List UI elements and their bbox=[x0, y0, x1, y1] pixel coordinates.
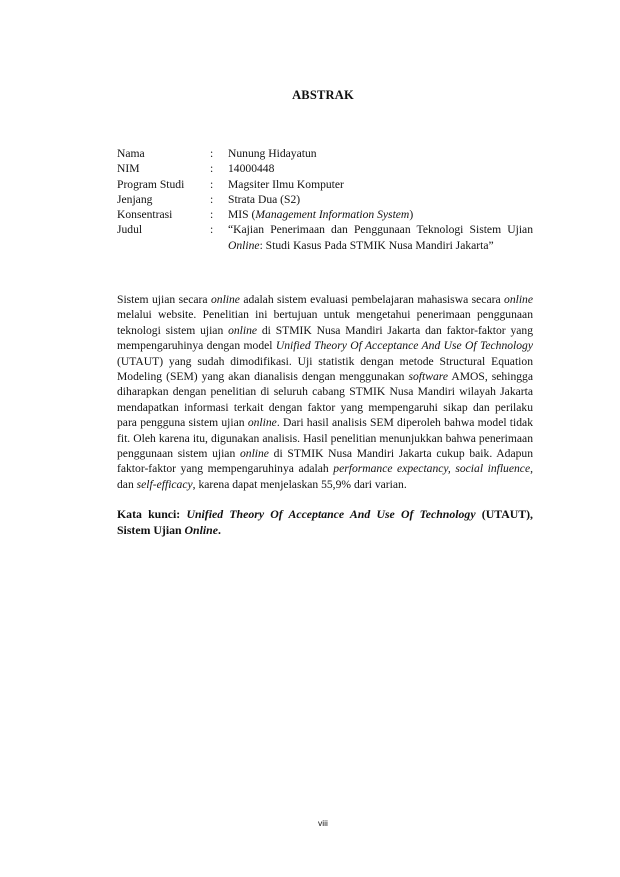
info-row-concentration bbox=[117, 207, 533, 222]
info-value: “Kajian Penerimaan dan Penggunaan Teknologi Sistem Ujian Online: Studi Kasus Pada STMIK Nusa Mandiri Jakarta” bbox=[228, 223, 533, 252]
info-separator: : bbox=[210, 208, 214, 222]
info-row-name bbox=[117, 146, 533, 161]
keywords: Kata kunci: Unified Theory Of Acceptance And Use Of Technology (UTAUT), Sistem Ujian Online. bbox=[117, 507, 533, 537]
info-label: Program Studi bbox=[117, 177, 185, 191]
page-number: viii bbox=[318, 818, 328, 828]
info-value: Strata Dua (S2) bbox=[228, 192, 301, 206]
student-info bbox=[117, 146, 533, 253]
page-title: ABSTRAK bbox=[292, 88, 354, 102]
info-separator: : bbox=[210, 162, 214, 176]
info-value: MIS (Management Information System) bbox=[228, 208, 414, 222]
info-value: 14000448 bbox=[228, 162, 275, 176]
info-label: Judul bbox=[117, 223, 143, 237]
info-separator: : bbox=[210, 177, 214, 191]
info-separator: : bbox=[210, 147, 214, 160]
info-row-nim bbox=[117, 161, 533, 176]
abstract-paragraph: Sistem ujian secara online adalah sistem evaluasi pembelajaran mahasiswa secara online melalui website. Penelitian ini bertujuan untuk mengetahui penerimaan penggunaan teknologi sistem ujian online di STMIK Nusa Mandiri Jakarta dan faktor-faktor yang mempengaruhinya dengan model Unified Theory Of Acceptance And Use Of Technology (UTAUT) yang sudah dimodifikasi. Uji statistik dengan metode Structural Equation Modeling (SEM) yang akan dianalisis dengan menggunakan software AMOS, sehingga diharapkan dengan penelitian di seluruh cabang STMIK Nusa Mandiri wilayah Jakarta mendapatkan informasi terkait dengan faktor yang mempengaruhi sikap dan perilaku para pengguna sistem ujian online. Dari hasil analisis SEM diperoleh bahwa model tidak fit. Oleh karena itu, digunakan analisis. Hasil penelitian menunjukkan bahwa penerimaan penggunaan sistem ujian online di STMIK Nusa Mandiri Jakarta cukup baik. Adapun faktor-faktor yang mempengaruhinya adalah performance expectancy, social influence, dan self-efficacy, karena dapat menjelaskan 55,9% dari varian. bbox=[117, 293, 533, 491]
info-label: Nama bbox=[117, 147, 145, 160]
info-value: Magsiter Ilmu Komputer bbox=[228, 177, 344, 191]
info-separator: : bbox=[210, 192, 214, 206]
info-label: Konsentrasi bbox=[117, 208, 173, 222]
info-label: NIM bbox=[117, 162, 140, 176]
info-row-level bbox=[117, 192, 533, 207]
info-label: Jenjang bbox=[117, 192, 153, 206]
info-row-program bbox=[117, 177, 533, 192]
info-separator: : bbox=[210, 223, 214, 237]
info-value: Nunung Hidayatun bbox=[228, 147, 317, 160]
info-row-thesis-title bbox=[117, 222, 533, 253]
